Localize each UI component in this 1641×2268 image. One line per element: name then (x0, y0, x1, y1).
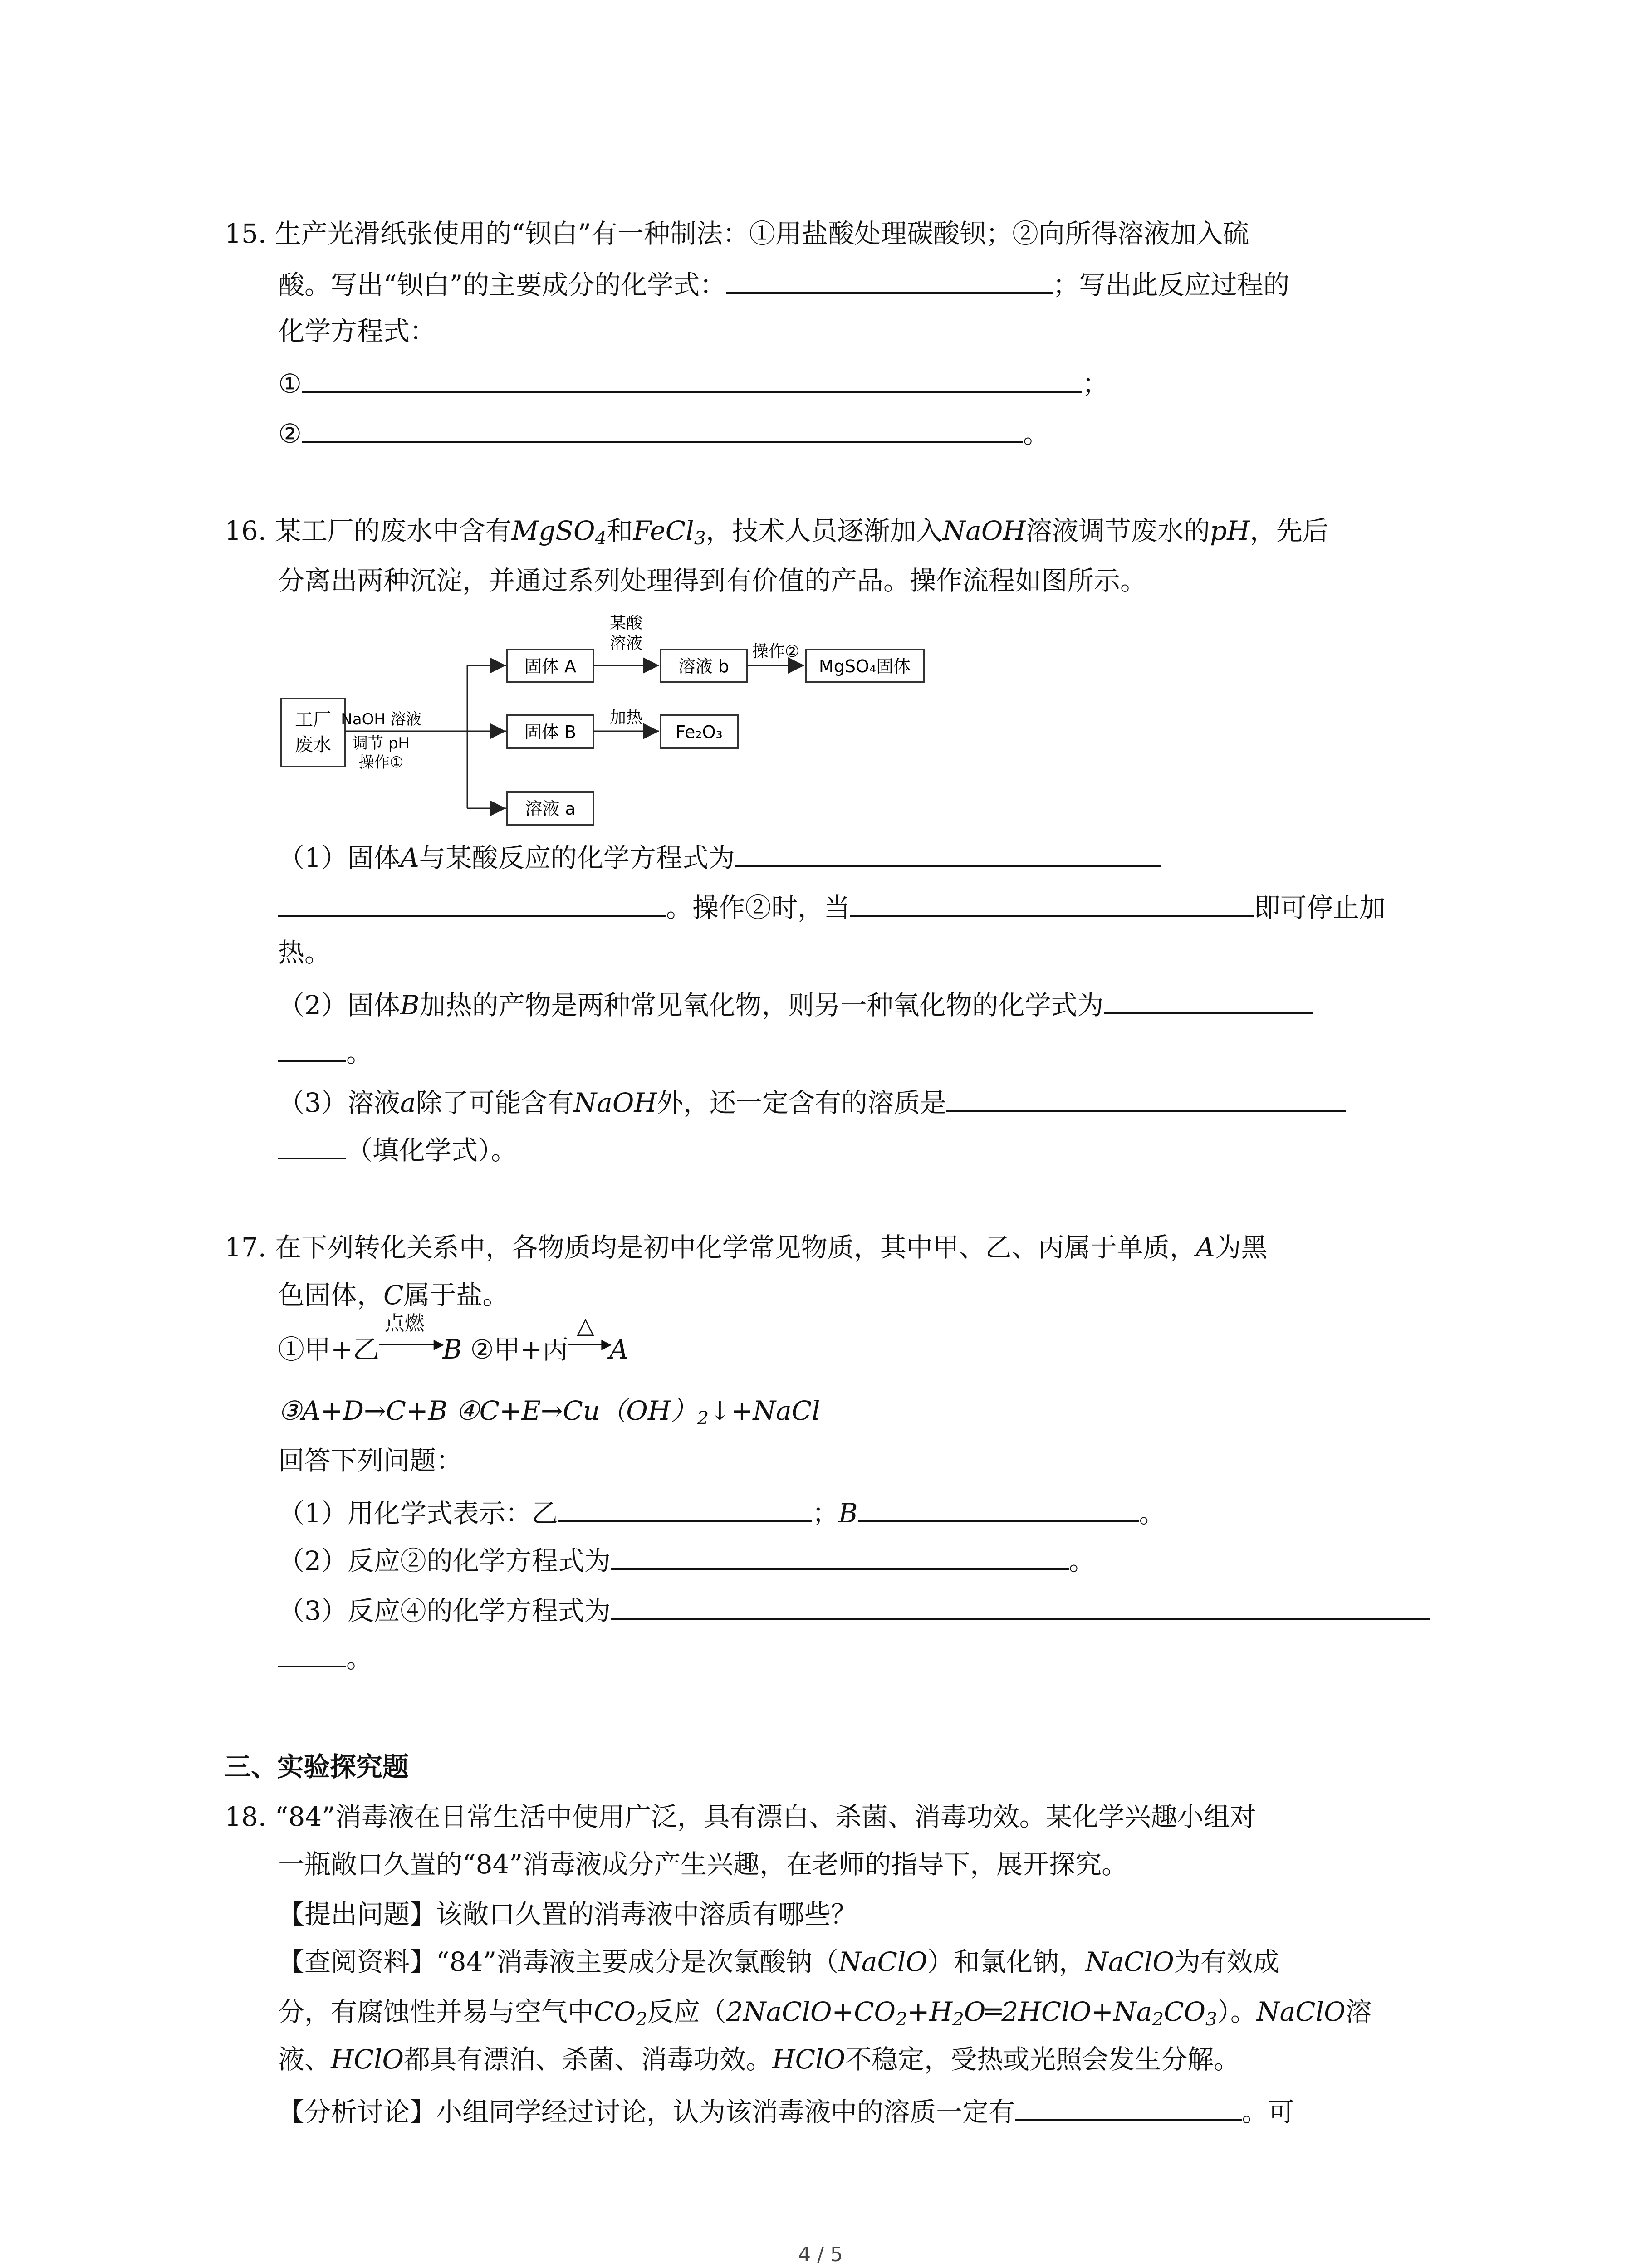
q16-blank-1b[interactable] (278, 887, 666, 917)
q17-answer: 回答下列问题： (278, 1445, 463, 1476)
q16-p3-var-a: a (400, 1087, 416, 1118)
factory-label-1: 工厂 (295, 709, 331, 730)
q18-line-1 (225, 1799, 1256, 1835)
solution-b-label: 溶液 b (678, 656, 730, 676)
q18-text-1: “84”消毒液在日常生活中使用广泛，具有漂白、杀菌、消毒功效。某化学兴趣小组对 (274, 1801, 1256, 1832)
q15-blank-eq1[interactable] (302, 363, 1082, 393)
q18-line-3 (278, 1896, 857, 1932)
q18-number: 18. (225, 1801, 267, 1832)
q17-blank-1b[interactable] (858, 1492, 1139, 1522)
arrow-right-icon (568, 1344, 604, 1345)
q17-r1-arrow (379, 1312, 444, 1359)
q16-p2-line-1 (278, 984, 1313, 1023)
q17-reactions-1-2 (278, 1312, 629, 1368)
q16-line-1 (225, 513, 1329, 549)
q16-p1-line-2 (278, 887, 1386, 926)
q17-line-1 (225, 1229, 1268, 1266)
q16-ph: pH (1210, 515, 1250, 546)
arrow-head-icon: ▶ (433, 1336, 444, 1352)
q17-r4-a: ④C+E→Cu（OH） (456, 1395, 697, 1426)
acid-label-2: 溶液 (609, 634, 643, 653)
q16-p1-line-1 (278, 837, 1161, 876)
q18-text-5b: 反应（ (647, 1996, 726, 2027)
q17-text-1a: 在下列转化关系中，各物质均是初中化学常见物质，其中甲、乙、丙属于单质， (274, 1232, 1196, 1263)
q16-blank-2b[interactable] (278, 1032, 346, 1062)
step-label-3: 操作① (358, 753, 404, 772)
q18-hclo-1: HClO (331, 2044, 404, 2075)
q17-r4-b: ↓+NaCl (709, 1395, 820, 1426)
q18-naclo-1: NaClO (838, 1946, 927, 1977)
q15-blank-eq2[interactable] (302, 413, 1023, 443)
q17-r2-arrow (568, 1312, 612, 1359)
q15-text-2b: ；写出此反应过程的 (1053, 269, 1290, 300)
q16-line-2 (278, 562, 1146, 599)
q15-text-2a: 酸。写出“钡白”的主要成分的化学式： (278, 269, 726, 300)
fe2o3-label: Fe₂O₃ (676, 722, 723, 742)
q16-p1-e: 热。 (278, 937, 331, 968)
q17-line-2 (278, 1277, 509, 1313)
q17-p1-b: ； (812, 1498, 838, 1529)
q18-text-4a: 【查阅资料】“84”消毒液主要成分是次氯酸钠（ (278, 1946, 839, 1977)
q16-p1-line-3 (278, 934, 331, 971)
q18-line-2 (278, 1846, 1128, 1882)
q17-blank-3b[interactable] (278, 1637, 346, 1667)
q18-naclo-3: NaClO (1256, 1996, 1346, 2027)
q16-text-1d: ，先后 (1249, 515, 1329, 546)
op2-label: 操作② (752, 642, 800, 661)
q17-r1-product: B (442, 1334, 462, 1365)
q18-text-6c: 不稳定，受热或光照会发生分解。 (845, 2044, 1240, 2075)
q18-blank-solute[interactable] (1015, 2091, 1242, 2121)
q17-r1-condition: 点燃 (384, 1312, 425, 1335)
q17-p2-line (278, 1540, 1095, 1579)
q17-p3: （3）反应④的化学方程式为 (278, 1595, 611, 1626)
q17-answer-line (278, 1442, 462, 1479)
q18-text-6a: 液、 (278, 2044, 331, 2075)
page-number: 4 / 5 (798, 2243, 843, 2266)
q18-co2: $CO_2$ (594, 1996, 647, 2030)
mgso4-solid-label: MgSO₄固体 (818, 656, 911, 676)
q15-text-1: 生产光滑纸张使用的“钡白”有一种制法：①用盐酸处理碳酸钡；②向所得溶液加入硫 (274, 218, 1249, 249)
q15-text-3: 化学方程式： (278, 316, 436, 347)
solid-a-label: 固体 A (524, 656, 577, 676)
q16-p2-a: （2）固体 (278, 990, 400, 1021)
q18-text-5d: 溶 (1345, 1996, 1372, 2027)
q17-r2-product: A (609, 1334, 629, 1365)
q16-text-1a: 某工厂的废水中含有 (274, 515, 512, 546)
q16-p1-a: （1）固体 (278, 842, 400, 873)
q17-p3-line-1 (278, 1590, 1430, 1629)
q16-blank-3b[interactable] (278, 1129, 346, 1159)
arrow-head-icon: ▶ (601, 1336, 612, 1352)
step-label-2: 调节 pH (353, 734, 410, 753)
heat-triangle-icon: △ (577, 1312, 594, 1339)
q18-text-2: 一瓶敞口久置的“84”消毒液成分产生兴趣，在老师的指导下，展开探究。 (278, 1849, 1128, 1880)
q16-p3-line-2 (278, 1129, 517, 1168)
q17-var-c: C (383, 1280, 404, 1310)
q17-p1-line (278, 1492, 1166, 1531)
q15-eq1-end: ； (1082, 368, 1109, 399)
q16-mgso4: MgSO$_4$ (511, 515, 607, 549)
q16-text-1b: ，技术人员逐渐加入 (705, 515, 943, 546)
q17-r3: ③A+D→C+B (278, 1395, 448, 1426)
q17-r1-left: ①甲+乙 (278, 1334, 379, 1365)
q15-eq1-label: ① (278, 368, 302, 399)
q16-blank-1a[interactable] (735, 837, 1161, 867)
q16-p3-b: 除了可能含有 (416, 1087, 574, 1118)
q17-var-a: A (1195, 1232, 1215, 1263)
section-heading (225, 1749, 409, 1785)
q18-line-6 (278, 2041, 1240, 2077)
q16-text-2: 分离出两种沉淀，并通过系列处理得到有价值的产品。操作流程如图所示。 (278, 565, 1147, 596)
q17-text-2a: 色固体， (278, 1280, 384, 1310)
q18-hclo-2: HClO (772, 2044, 846, 2075)
q16-naoh: NaOH (942, 515, 1026, 546)
q16-p1-d: 即可停止加 (1254, 892, 1386, 923)
q15-line-eq1 (278, 363, 1108, 402)
q16-p3-a: （3）溶液 (278, 1087, 400, 1118)
factory-wastewater-box (281, 699, 345, 767)
q18-line-7 (278, 2091, 1294, 2130)
process-flow-diagram (272, 603, 980, 839)
q18-line-4 (278, 1944, 1279, 1980)
q17-reactions-3-4 (278, 1393, 820, 1429)
q15-line-eq2 (278, 413, 1049, 452)
q17-p3-line-2 (278, 1637, 372, 1677)
q18-equation: $2NaClO+CO_2+H_2O═2HClO+Na_2CO_3$ (726, 1996, 1217, 2030)
q16-p2-line-2 (278, 1032, 372, 1071)
q16-p3-c: 外，还一定含有的溶质是 (656, 1087, 946, 1118)
q17-r2-left: ②甲+丙 (470, 1334, 569, 1365)
q16-blank-2a[interactable] (1104, 984, 1313, 1014)
q15-line-3 (278, 313, 436, 349)
q17-p2: （2）反应②的化学方程式为 (278, 1545, 611, 1576)
q15-eq2-end: 。 (1023, 418, 1050, 449)
q18-text-4b: ）和氯化钠， (927, 1946, 1085, 1977)
q16-p3-end: （填化学式）。 (346, 1135, 518, 1166)
q16-text-he: 和 (607, 515, 633, 546)
section-title: 三、实验探究题 (225, 1751, 409, 1782)
q17-blank-3a[interactable] (611, 1590, 1430, 1620)
arrow-right-icon (379, 1344, 436, 1345)
q16-p1-b: 与某酸反应的化学方程式为 (419, 842, 735, 873)
q16-p1-var-a: A (400, 842, 419, 873)
q17-number: 17. (225, 1232, 267, 1263)
q17-r4-sub: 2 (697, 1407, 709, 1429)
q18-text-7b: 。可 (1242, 2097, 1295, 2127)
q17-text-2b: 属于盐。 (403, 1280, 509, 1310)
q17-text-1b: 为黑 (1215, 1232, 1268, 1263)
q16-p1-c: 。操作②时，当 (666, 892, 851, 923)
q15-blank-formula[interactable] (726, 264, 1053, 294)
q16-blank-1c[interactable] (850, 887, 1254, 917)
q16-fecl3: FeCl$_3$ (633, 515, 706, 549)
q18-naclo-2: NaClO (1085, 1946, 1174, 1977)
factory-label-2: 废水 (295, 734, 331, 755)
q17-blank-1a[interactable] (558, 1492, 812, 1522)
q16-p2-b: 加热的产物是两种常见氧化物，则另一种氧化物的化学式为 (419, 990, 1104, 1021)
q15-eq2-label: ② (278, 418, 302, 449)
q16-p2-var-b: B (400, 990, 420, 1021)
q18-text-7a: 【分析讨论】小组同学经过讨论，认为该消毒液中的溶质一定有 (278, 2097, 1015, 2127)
acid-label-1: 某酸 (609, 614, 643, 632)
q17-p1-var-b: B (838, 1498, 858, 1529)
q15-number: 15. (225, 218, 267, 249)
solution-a-label: 溶液 a (525, 799, 576, 819)
q18-line-5 (278, 1994, 1372, 2030)
q17-p2-end: 。 (1068, 1545, 1095, 1576)
q16-blank-3a[interactable] (946, 1082, 1346, 1112)
q15-line-1 (225, 215, 1249, 252)
solid-b-label: 固体 B (524, 722, 577, 742)
q17-p1-a: （1）用化学式表示：乙 (278, 1498, 558, 1529)
q16-p2-end: 。 (346, 1037, 373, 1068)
q18-text-5a: 分，有腐蚀性并易与空气中 (278, 1996, 594, 2027)
q16-number: 16. (225, 515, 267, 546)
q18-text-4c: 为有效成 (1174, 1946, 1279, 1977)
q18-text-5c: ）。 (1217, 1996, 1257, 2027)
q15-line-2 (278, 264, 1289, 303)
q16-text-1c: 溶液调节废水的 (1026, 515, 1210, 546)
q16-p3-line-1 (278, 1082, 1346, 1121)
q18-text-3: 【提出问题】该敞口久置的消毒液中溶质有哪些？ (278, 1899, 857, 1930)
q17-p3-end: 。 (346, 1643, 373, 1674)
step-label-1: NaOH 溶液 (341, 710, 421, 728)
q17-blank-2[interactable] (611, 1540, 1069, 1570)
q16-p3-naoh: NaOH (573, 1087, 657, 1118)
heat-label: 加热 (609, 709, 643, 727)
q17-p1-end: 。 (1139, 1498, 1166, 1529)
q18-text-6b: 都具有漂泊、杀菌、消毒功效。 (404, 2044, 773, 2075)
